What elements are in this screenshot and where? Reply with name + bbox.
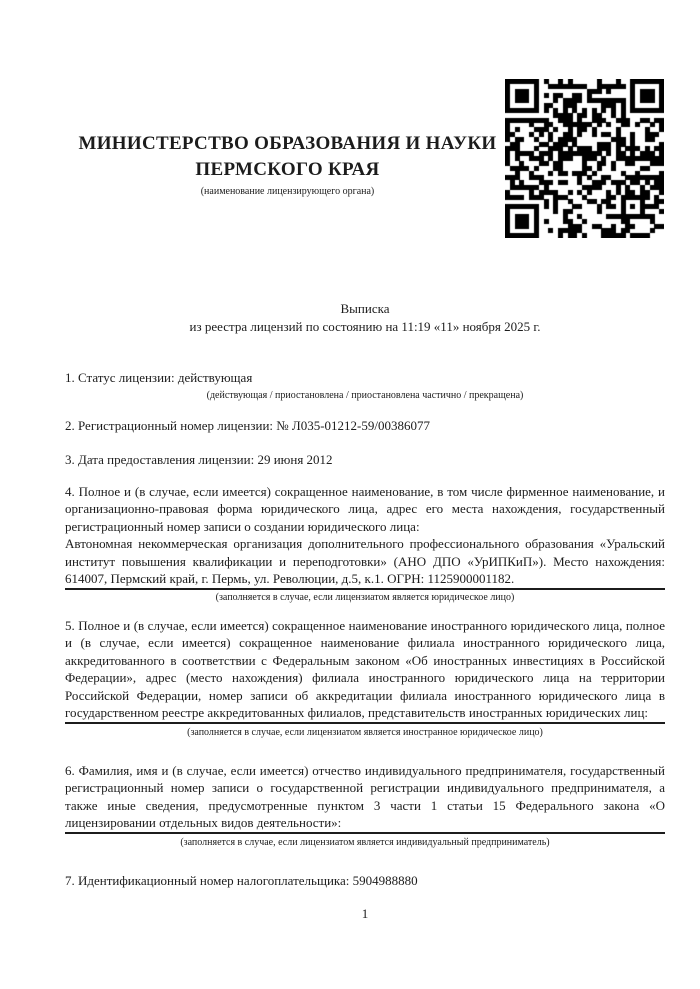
item-legal-entity-label: 4. Полное и (в случае, если имеется) сокращенное наименование, в том числе фирменное наименование, и организационно-правовая форма юридического лица, адрес его места нахождения, государственный регистрационный номер записи о создании юридического лица: bbox=[65, 483, 665, 534]
item-foreign-entity-label: 5. Полное и (в случае, если имеется) сокращенное наименование иностранного юридического лица, полное и (в случае, если имеется) сокращенное наименование филиала иностранного юридического лица, аккредитованного в соответствии с Федеральным законом «Об иностранных инвестициях в Российской Федерации», адрес (место нахождения) филиала иностранного юридического лица на территории Российской Федерации, номер записи об аккредитации филиала иностранного юридического лица в государственном реестре аккредитованных филиалов, представительств иностранных юридических лиц: bbox=[65, 617, 665, 720]
entrepreneur-note: (заполняется в случае, если лицензиатом является индивидуальный предприниматель) bbox=[180, 836, 550, 848]
item-registration-number: 2. Регистрационный номер лицензии: № Л035-01212-59/00386077 bbox=[65, 417, 431, 433]
ministry-name-line2: ПЕРМСКОГО КРАЯ bbox=[195, 159, 380, 180]
legal-entity-note: (заполняется в случае, если лицензиатом является юридическое лицо) bbox=[215, 591, 515, 603]
item-grant-date: 3. Дата предоставления лицензии: 29 июня 2012 bbox=[65, 452, 333, 467]
document-title-line1: Выписка bbox=[340, 301, 390, 316]
item-license-status: 1. Статус лицензии: действующая bbox=[65, 370, 253, 385]
entrepreneur-rule bbox=[65, 832, 665, 834]
item-entrepreneur-label: 6. Фамилия, имя и (в случае, если имеется) отчество индивидуального предпринимателя, государственный регистрационный номер записи о государственной регистрации индивидуального предпринимателя, а также иные сведения, предусмотренные пунктом 3 части 1 статьи 15 Федерального закона «О лицензировании отдельных видов деятельности»: bbox=[65, 762, 665, 830]
ministry-name-line1: МИНИСТЕРСТВО ОБРАЗОВАНИЯ И НАУКИ bbox=[78, 133, 497, 154]
document-title bbox=[65, 300, 665, 335]
item-legal-entity-value: Автономная некоммерческая организация дополнительного профессионального образования «Уральский институт повышения квалификации и переподготовки» (АНО ДПО «УрИПКиП»). Место нахождения: 614007, Пермский край, г. Пермь, ул. Революции, д.5, к.1. ОГРН: 1125900001182. bbox=[65, 536, 665, 586]
item-inn: 7. Идентификационный номер налогоплательщика: 5904988880 bbox=[65, 872, 418, 888]
ministry-note: (наименование лицензирующего органа) bbox=[200, 186, 375, 197]
document-body bbox=[65, 300, 665, 923]
foreign-entity-note: (заполняется в случае, если лицензиатом является иностранное юридическое лицо) bbox=[187, 726, 543, 738]
page-number: 1 bbox=[361, 906, 369, 921]
extract-date-line: из реестра лицензий по состоянию на 11:19 «11» ноября 2025 г. bbox=[189, 318, 541, 334]
licensing-authority-header bbox=[65, 131, 510, 198]
license-status-note: (действующая / приостановлена / приостановлена частично / прекращена) bbox=[206, 389, 524, 401]
legal-entity-rule bbox=[65, 588, 665, 590]
qr-code bbox=[505, 79, 664, 238]
foreign-entity-rule bbox=[65, 722, 665, 724]
